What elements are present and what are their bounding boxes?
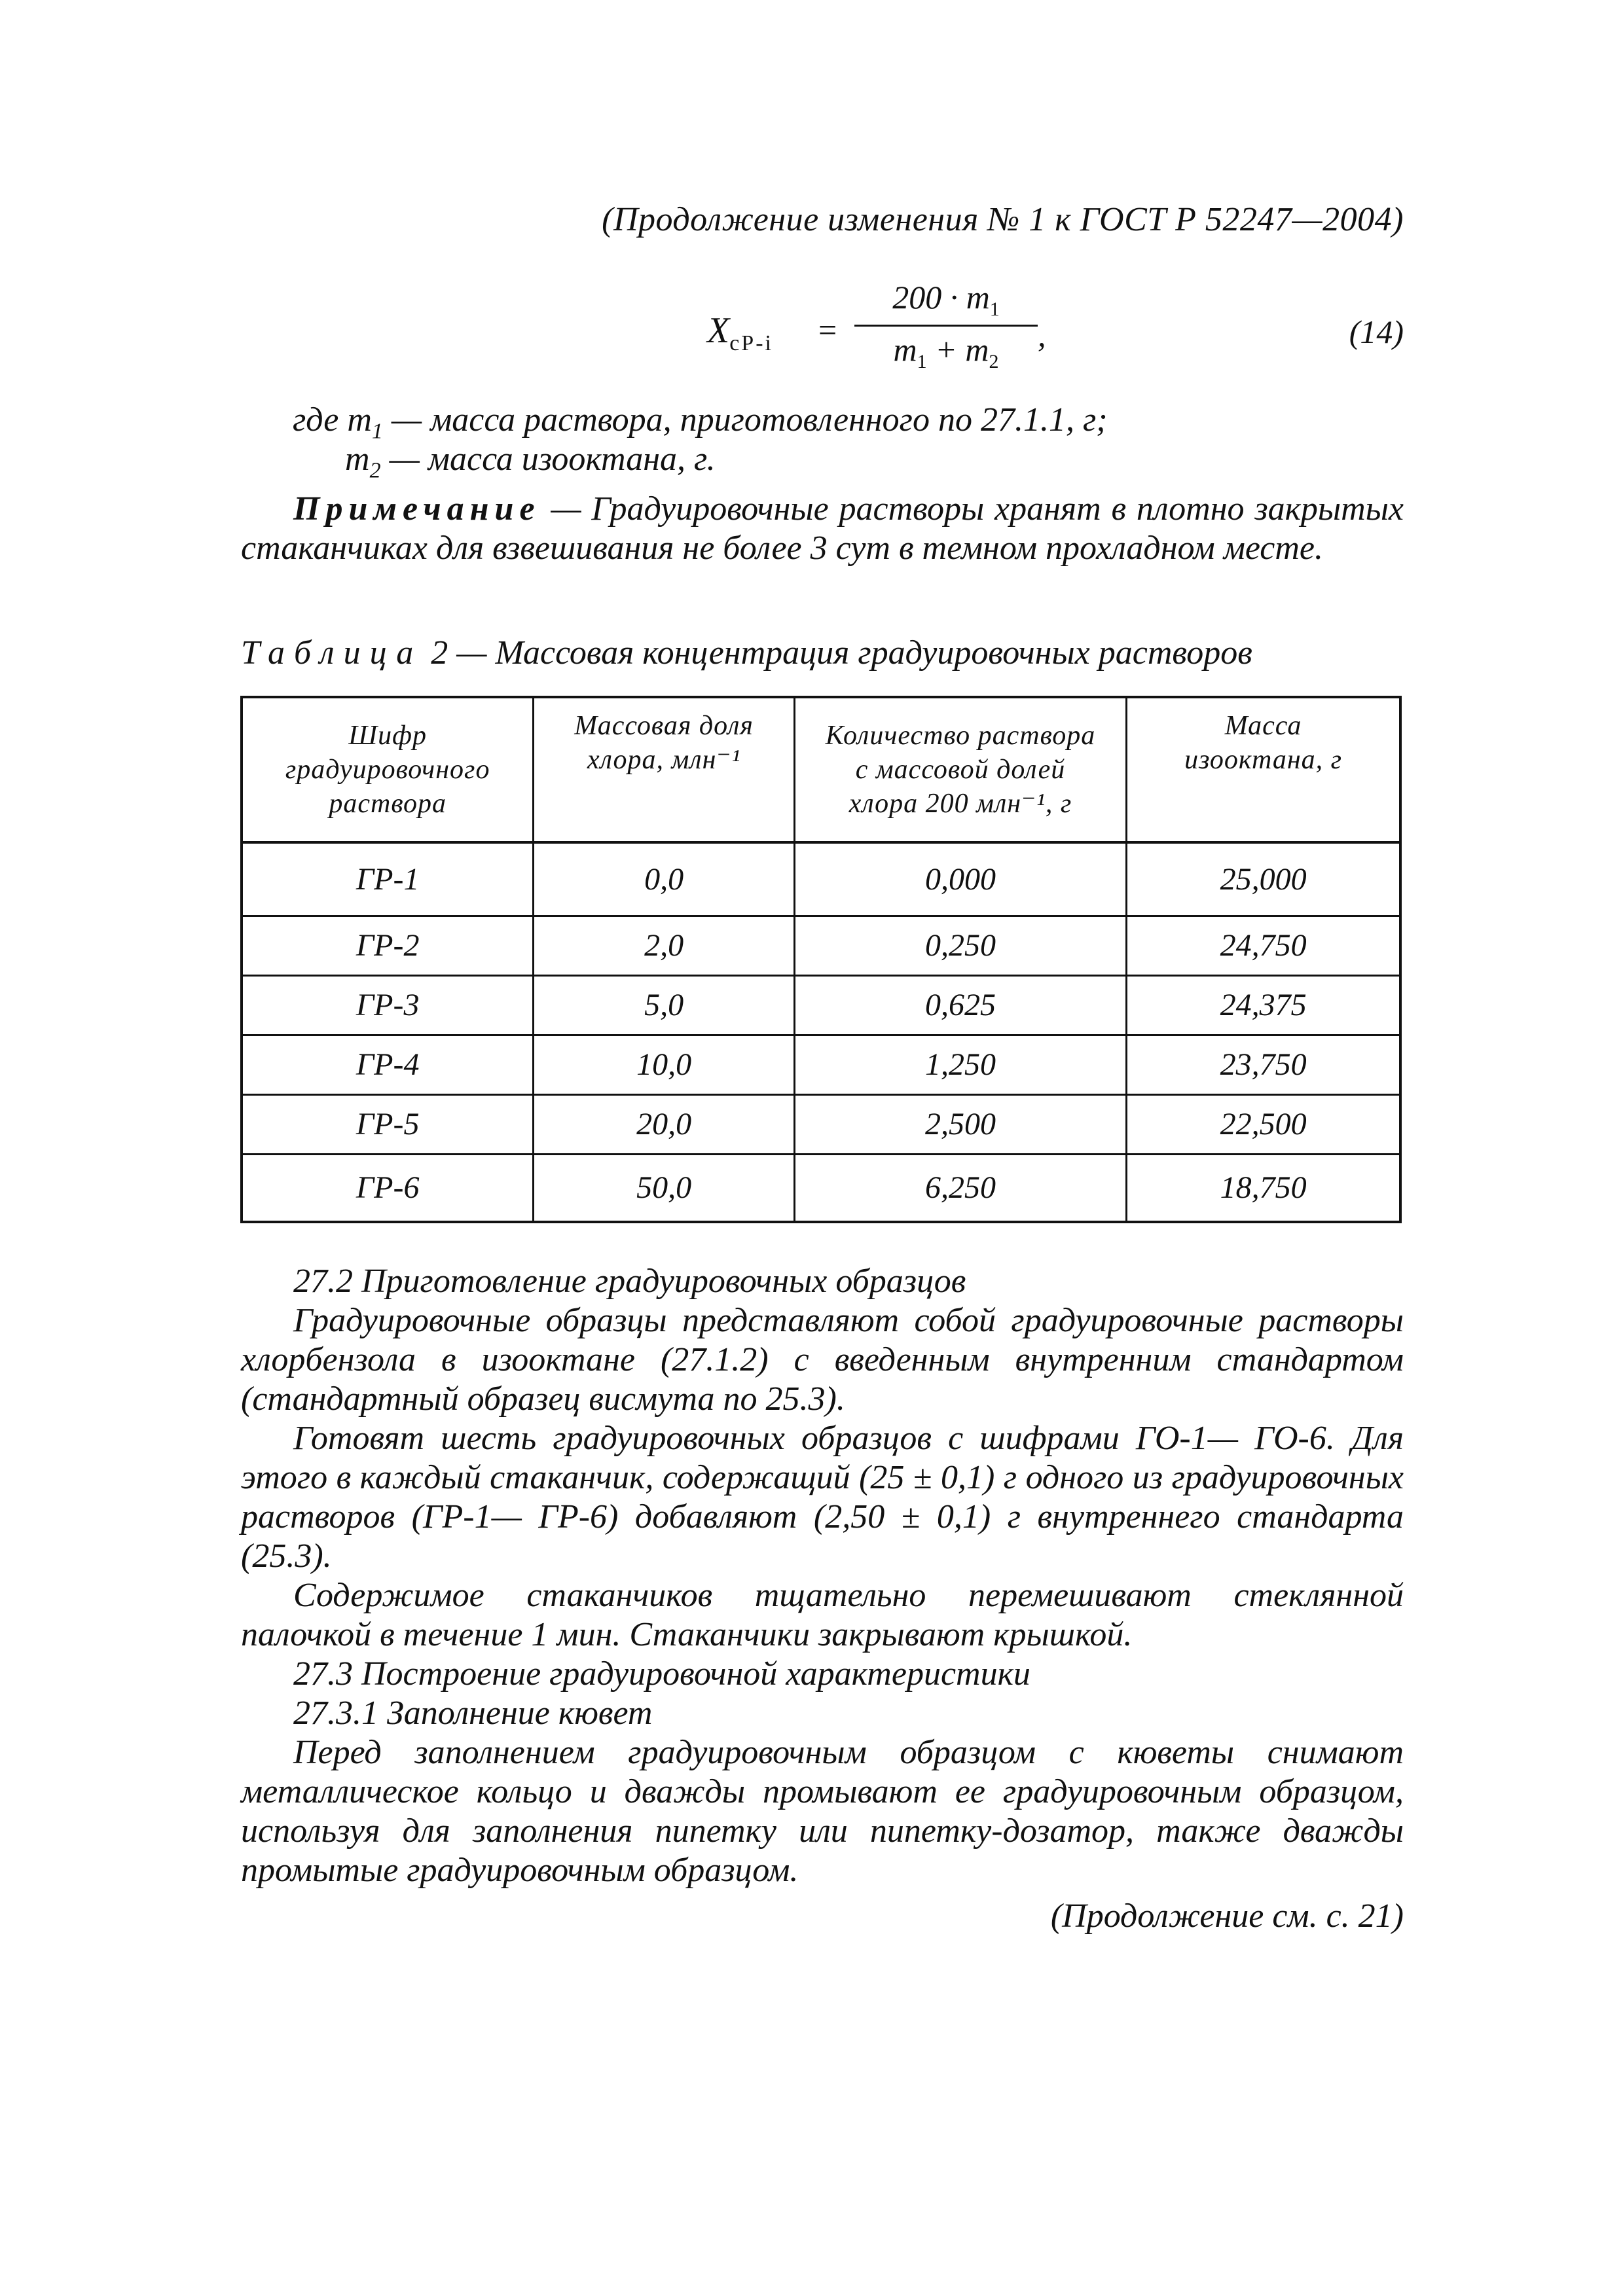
table-row xyxy=(242,916,1400,975)
table-row xyxy=(242,842,1400,916)
section-27-3-1-paragraph-1: Перед заполнением градуировочным образцом с кюветы снимают металлическое кольцо и дважды промывают ее градуировочным образцом, используя для заполнения пипетку или пипетку-дозатор, также дважды промытые градуировочным образцом. xyxy=(241,1734,1404,1889)
cell-solution: 0,250 xyxy=(794,916,1126,975)
cell-code: ГР-6 xyxy=(242,1154,534,1222)
header-solution-amount: Количество раствора с массовой долей хлора 200 млн⁻¹, г xyxy=(794,697,1126,842)
cell-isooctane: 22,500 xyxy=(1127,1094,1400,1154)
where-m1: где $m_1$ — масса раствора, приготовленного по 27.1.1, г; xyxy=(293,401,1108,444)
formula-fraction xyxy=(854,278,1038,373)
cell-code: ГР-2 xyxy=(242,916,534,975)
header-isooctane-mass: Масса изооктана, г xyxy=(1127,697,1400,842)
table-row xyxy=(242,1094,1400,1154)
cell-code: ГР-1 xyxy=(242,842,534,916)
cell-solution: 0,625 xyxy=(794,975,1126,1035)
calibration-table xyxy=(240,696,1402,1223)
note-label: Примечание xyxy=(293,490,541,528)
formula-equals: = xyxy=(818,312,837,348)
equation-number: (14) xyxy=(1349,314,1404,350)
cell-isooctane: 24,375 xyxy=(1127,975,1400,1035)
formula-comma: , xyxy=(1038,317,1046,353)
cell-isooctane: 24,750 xyxy=(1127,916,1400,975)
formula-14 xyxy=(707,278,1048,383)
cell-chlorine: 0,0 xyxy=(534,842,795,916)
cell-solution: 0,000 xyxy=(794,842,1126,916)
section-27-3-title: 27.3 Построение градуировочной характеристики xyxy=(293,1655,1030,1693)
cell-code: ГР-4 xyxy=(242,1035,534,1094)
cell-chlorine: 50,0 xyxy=(534,1154,795,1222)
cell-chlorine: 2,0 xyxy=(534,916,795,975)
table-title: Таблица 2 — Массовая концентрация градуировочных растворов xyxy=(241,634,1252,672)
section-27-2-title: 27.2 Приготовление градуировочных образцов xyxy=(293,1263,966,1300)
cell-chlorine: 5,0 xyxy=(534,975,795,1035)
header-code: Шифр градуировочного раствора xyxy=(242,697,534,842)
formula-numerator: $200 \cdot m_1$ xyxy=(854,278,1038,327)
cell-code: ГР-3 xyxy=(242,975,534,1035)
continuation-header: (Продолжение изменения № 1 к ГОСТ Р 52247—2004) xyxy=(602,201,1404,238)
section-27-2-paragraph-2: Готовят шесть градуировочных образцов с шифрами ГО-1— ГО-6. Для этого в каждый стаканчик, содержащий (25 ± 0,1) г одного из градуировочных растворов (ГР-1— ГР-6) добавляют (2,50 ± 0,1) г внутреннего стандарта (25.3). xyxy=(241,1420,1404,1575)
cell-code: ГР-5 xyxy=(242,1094,534,1154)
cell-chlorine: 10,0 xyxy=(534,1035,795,1094)
table-row xyxy=(242,975,1400,1035)
table-header-row xyxy=(242,697,1400,842)
cell-solution: 2,500 xyxy=(794,1094,1126,1154)
note-paragraph xyxy=(241,490,1404,568)
table-row xyxy=(242,1154,1400,1222)
where-m2: $m_2$ — масса изооктана, г. xyxy=(345,440,716,483)
continuation-footer: (Продолжение см. с. 21) xyxy=(1050,1897,1404,1935)
note-text: — Градуировочные растворы хранят в плотно закрытых стаканчиках для взвешивания не более 3 сут в темном прохладном месте. xyxy=(241,490,1404,567)
section-27-3-1-title: 27.3.1 Заполнение кювет xyxy=(293,1695,653,1732)
header-chlorine-fraction: Массовая доля хлора, млн⁻¹ xyxy=(534,697,795,842)
cell-isooctane: 23,750 xyxy=(1127,1035,1400,1094)
formula-denominator: $m_1 + m_2$ xyxy=(893,331,999,372)
cell-isooctane: 25,000 xyxy=(1127,842,1400,916)
section-27-2-paragraph-1: Градуировочные образцы представляют собой градуировочные растворы хлорбензола в изооктане (27.1.2) с введенным внутренним стандартом (стандартный образец висмута по 25.3). xyxy=(241,1302,1404,1418)
section-27-2-paragraph-3: Содержимое стаканчиков тщательно перемешивают стеклянной палочкой в течение 1 мин. Стаканчики закрывают крышкой. xyxy=(241,1577,1404,1653)
cell-chlorine: 20,0 xyxy=(534,1094,795,1154)
table-row xyxy=(242,1035,1400,1094)
cell-solution: 6,250 xyxy=(794,1154,1126,1222)
formula-lhs: $X_{cP-i}$ xyxy=(707,310,773,356)
cell-isooctane: 18,750 xyxy=(1127,1154,1400,1222)
cell-solution: 1,250 xyxy=(794,1035,1126,1094)
